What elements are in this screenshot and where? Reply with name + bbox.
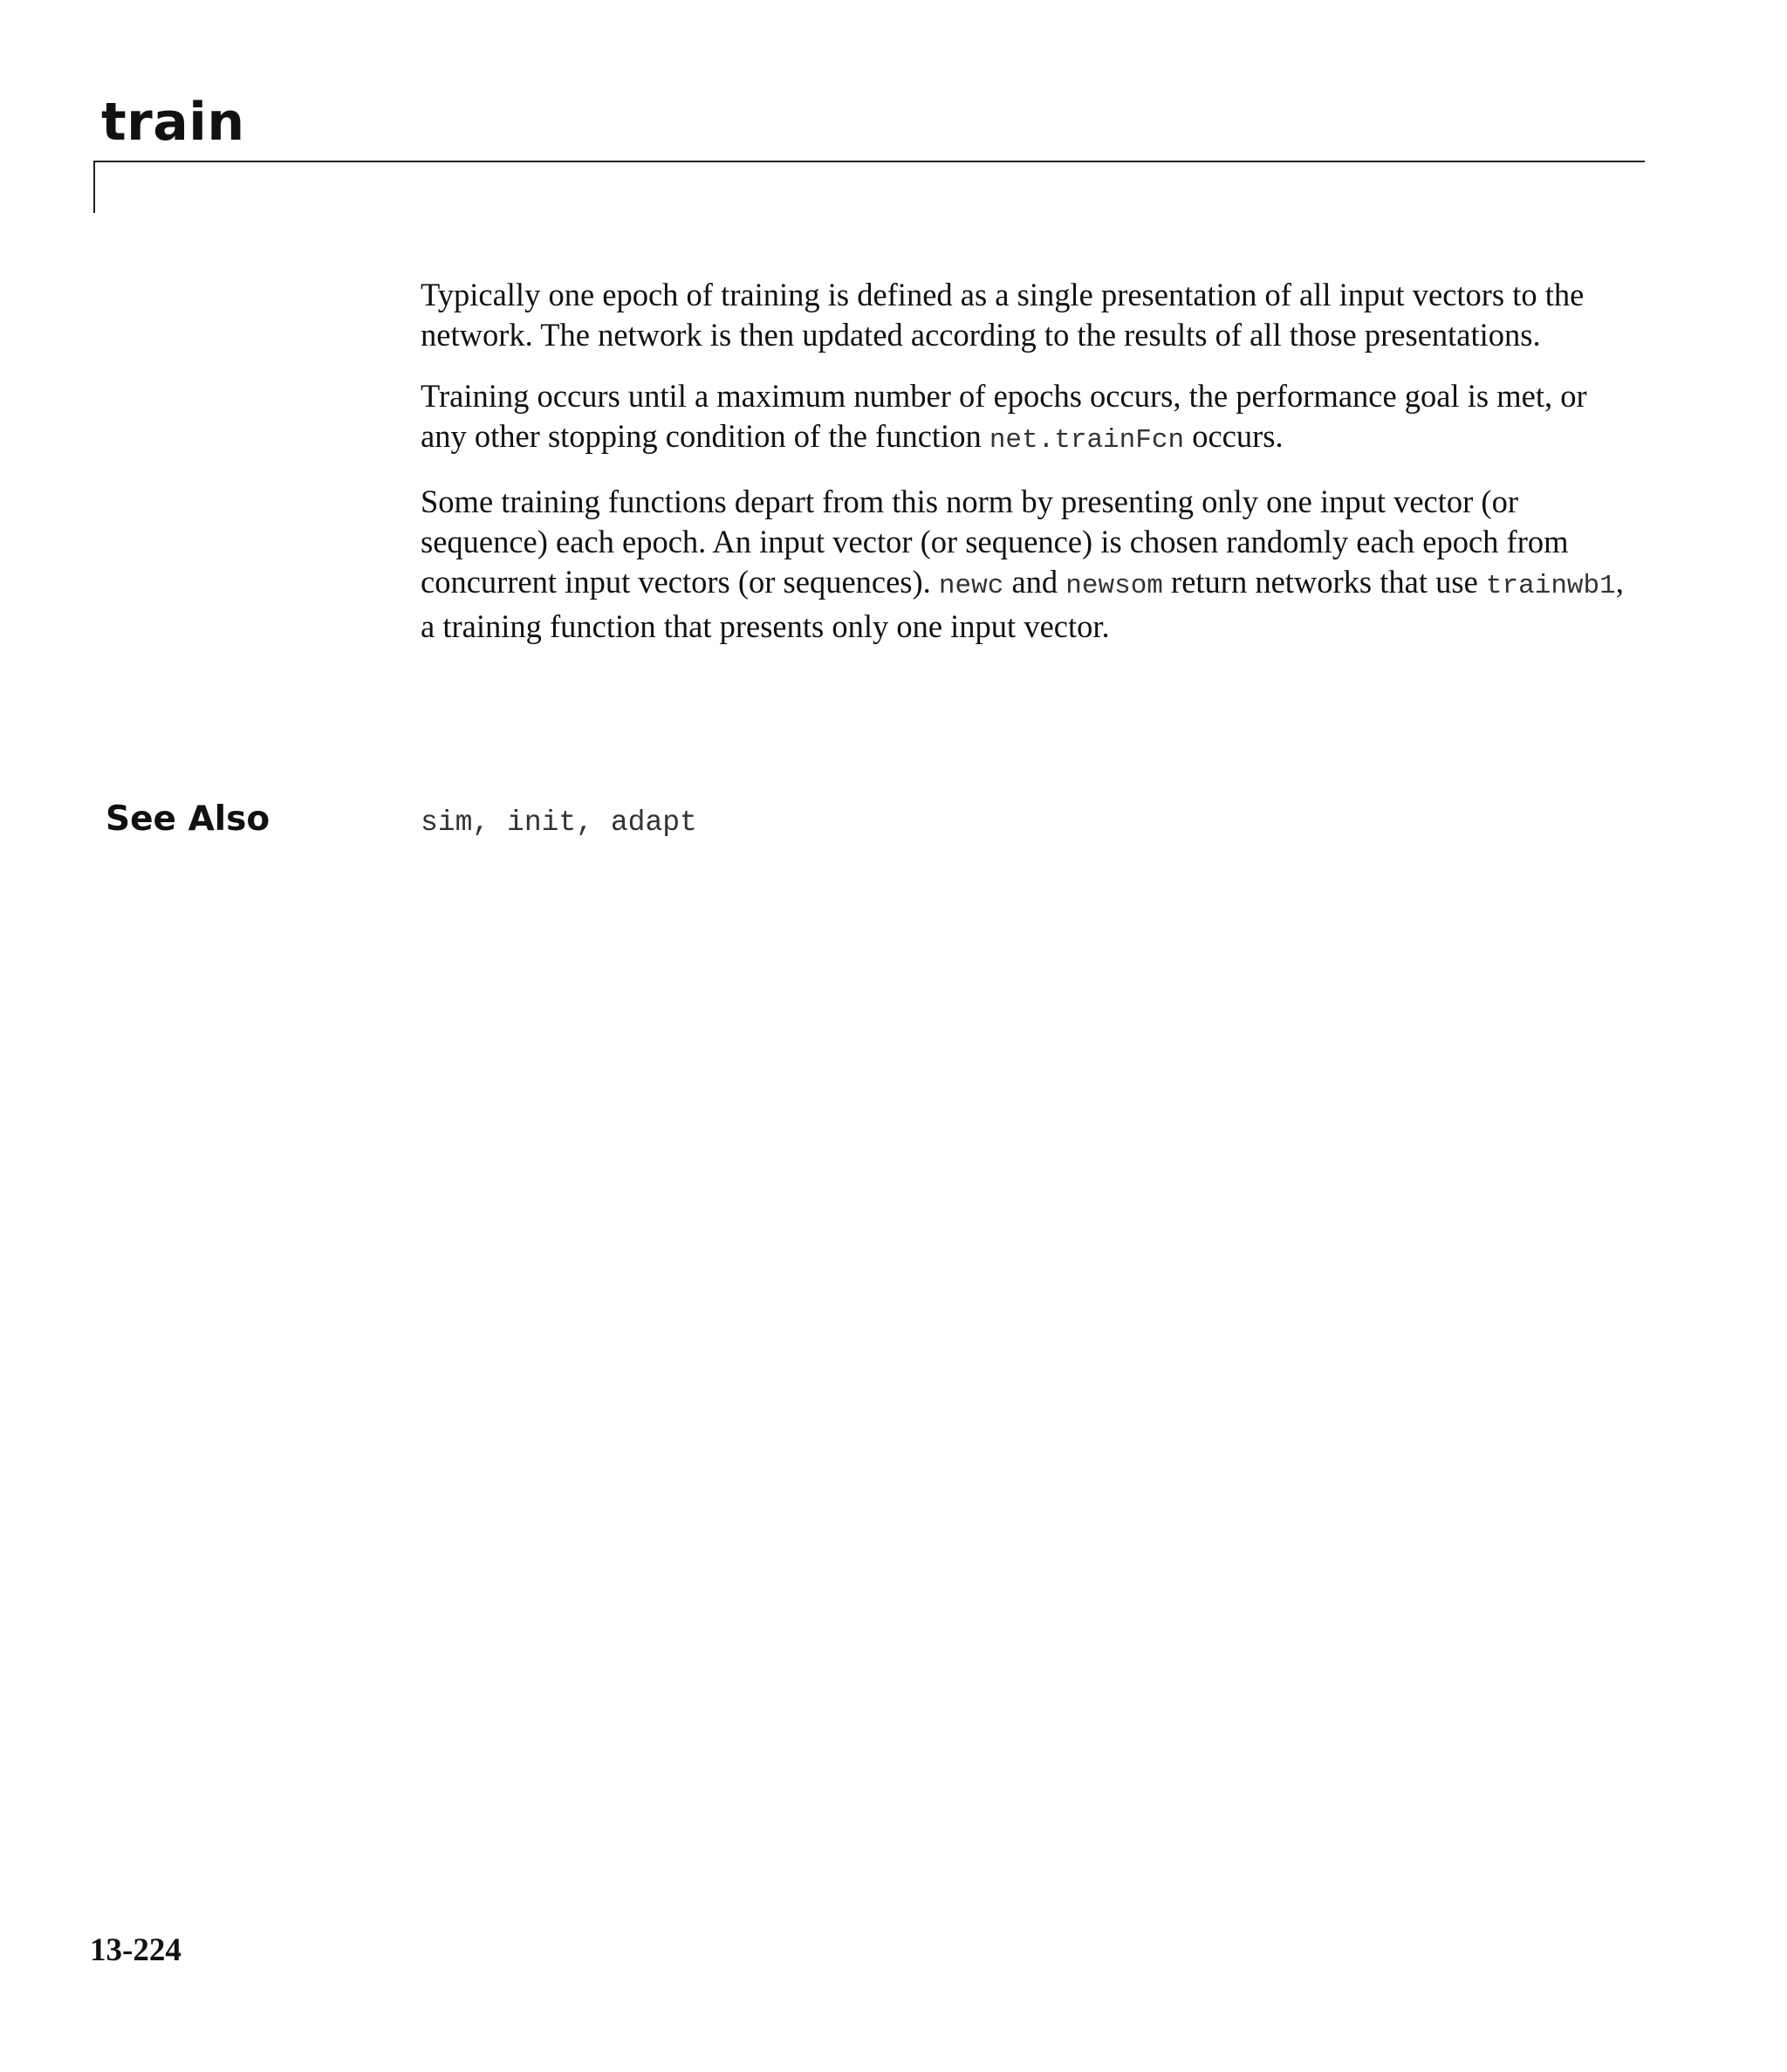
see-also-heading: See Also (106, 799, 270, 839)
see-also-list: sim, init, adapt (421, 806, 697, 839)
paragraph-1 (421, 275, 1625, 355)
paragraph-3-text-1: Some training functions depart from this norm by presenting only one input vector (or sequence) each epoch. An input vector (or sequence) is chosen randomly each epoch from concurrent input vectors (or sequences). (421, 484, 1569, 600)
paragraph-3-text-2: and (1003, 564, 1066, 600)
paragraph-2-text-1: Training occurs until a maximum number of epochs occurs, the performance goal is met, or any other stopping condition of the function (421, 378, 1587, 454)
paragraph-2 (421, 376, 1625, 461)
code-newc: newc (938, 571, 1004, 601)
page-number: 13-224 (90, 1932, 181, 1968)
paragraph-3 (421, 482, 1625, 647)
paragraph-3-text-3: return networks that use (1162, 564, 1486, 600)
header-rule-tick (93, 161, 95, 213)
body-text (421, 275, 1625, 668)
page-title: train (101, 92, 245, 153)
code-newsom: newsom (1065, 571, 1163, 601)
paragraph-3-text-4: , a training function that presents only one input vector. (421, 564, 1624, 644)
code-trainwb1: trainwb1 (1485, 571, 1616, 601)
code-net-trainfcn: net.trainFcn (989, 425, 1185, 456)
paragraph-2-text-2: occurs. (1184, 418, 1284, 454)
header-rule (93, 161, 1645, 162)
paragraph-1-text: Typically one epoch of training is defined as a single presentation of all input vectors to the network. The network is then updated according to the results of all those presentations. (421, 277, 1585, 353)
